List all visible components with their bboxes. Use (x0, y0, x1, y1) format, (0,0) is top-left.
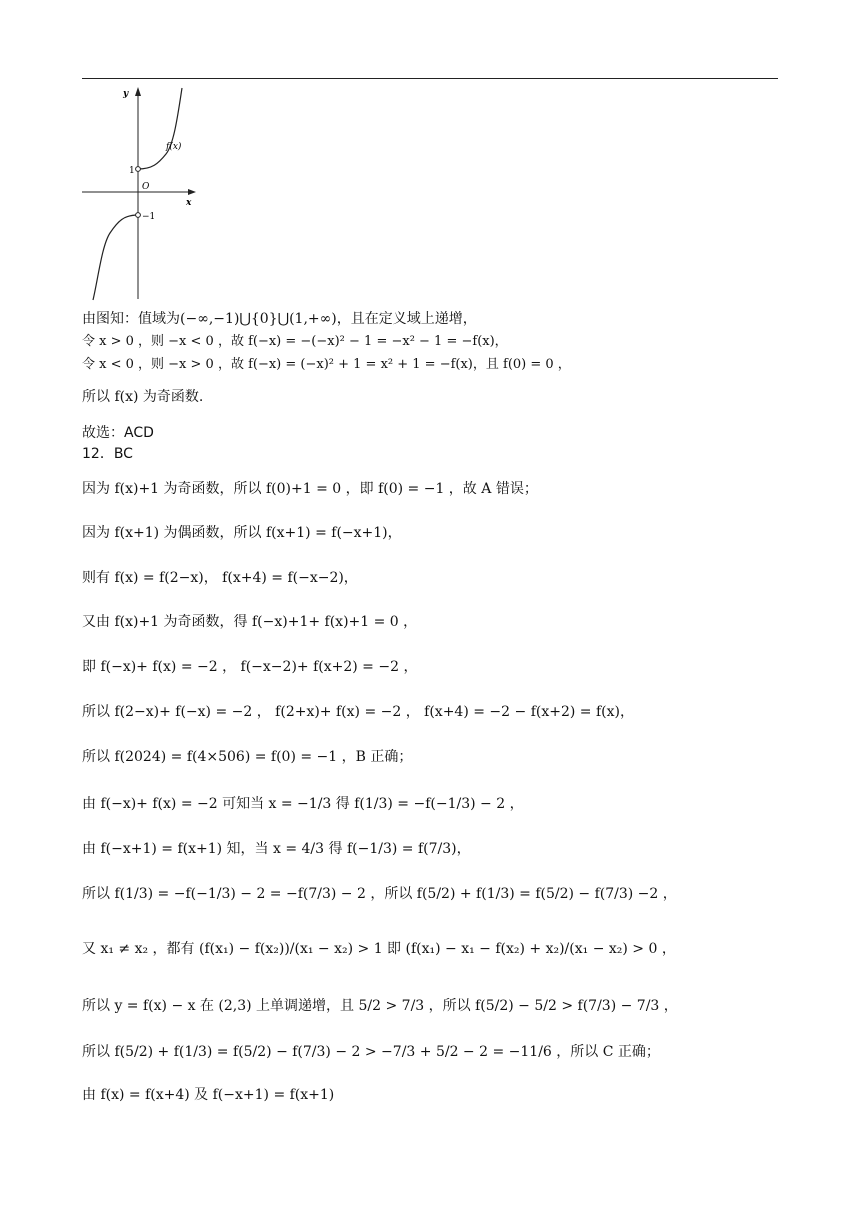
lower-branch-curve (93, 215, 138, 300)
x-axis-label: x (186, 198, 192, 208)
text-line: 所以 f(1/3) = −f(−1/3) − 2 = −f(7/3) − 2 ，所以 f(5/2) + f(1/3) = f(5/2) − f(7/3) −2 ， (82, 886, 677, 902)
text-line: 所以 f(x) 为奇函数. (82, 389, 204, 405)
y-axis-label: y (123, 89, 129, 99)
open-point-upper (136, 167, 141, 172)
open-point-lower (136, 213, 141, 218)
text-line: 由 f(−x+1) = f(x+1) 知，当 x = 4/3 得 f(−1/3) = f(7/3)， (82, 841, 471, 857)
upper-branch-curve (138, 88, 182, 169)
text-line: 令 x < 0 ，则 −x > 0 ，故 f(−x) = (−x)² + 1 = x² + 1 = −f(x)，且 f(0) = 0 ， (82, 357, 571, 372)
answer-choice: 故选：ACD (82, 425, 154, 441)
function-graph (78, 84, 208, 304)
text-line: 所以 y = f(x) − x 在 (2,3) 上单调递增，且 5/2 > 7/3 ，所以 f(5/2) − 5/2 > f(7/3) − 7/3 ， (82, 998, 678, 1014)
question-number: 12．BC (82, 446, 133, 462)
text-line: 即 f(−x)+ f(x) = −2 ， f(−x−2)+ f(x+2) = −2 ， (82, 659, 418, 675)
text-line: 所以 f(2024) = f(4×506) = f(0) = −1 ，B 正确； (82, 749, 413, 765)
point-upper-label: 1 (129, 166, 135, 176)
origin-label: O (142, 182, 150, 192)
text-line: 由图知：值域为(−∞,−1)⋃{0}⋃(1,+∞)，且在定义域上递增， (82, 311, 477, 327)
text-line: 又由 f(x)+1 为奇函数，得 f(−x)+1+ f(x)+1 = 0 ， (82, 614, 418, 630)
y-axis-arrow-icon (135, 87, 141, 96)
text-line: 因为 f(x)+1 为奇函数，所以 f(0)+1 = 0 ，即 f(0) = −1 ，故 A 错误； (82, 481, 538, 497)
text-line: 令 x > 0 ，则 −x < 0 ，故 f(−x) = −(−x)² − 1 = −x² − 1 = −f(x)， (82, 334, 508, 349)
text-line: 所以 f(5/2) + f(1/3) = f(5/2) − f(7/3) − 2 > −7/3 + 5/2 − 2 = −11/6 ，所以 C 正确； (82, 1044, 660, 1060)
x-axis-arrow-icon (188, 189, 196, 195)
header-rule (82, 78, 778, 79)
text-line: 又 x₁ ≠ x₂ ，都有 (f(x₁) − f(x₂))/(x₁ − x₂) > 1 即 (f(x₁) − x₁ − f(x₂) + x₂)/(x₁ − x₂) > 0 ， (82, 941, 676, 957)
point-lower-label: −1 (142, 212, 156, 222)
text-line: 由 f(−x)+ f(x) = −2 可知当 x = −1/3 得 f(1/3) = −f(−1/3) − 2 ， (82, 796, 524, 812)
text-line: 因为 f(x+1) 为偶函数，所以 f(x+1) = f(−x+1)， (82, 525, 402, 541)
text-line: 由 f(x) = f(x+4) 及 f(−x+1) = f(x+1) (82, 1087, 335, 1103)
text-line: 所以 f(2−x)+ f(−x) = −2 ， f(2+x)+ f(x) = −2 ， f(x+4) = −2 − f(x+2) = f(x)， (82, 704, 634, 720)
text-line: 则有 f(x) = f(2−x)， f(x+4) = f(−x−2)， (82, 570, 358, 586)
curve-label: f(x) (166, 142, 182, 152)
